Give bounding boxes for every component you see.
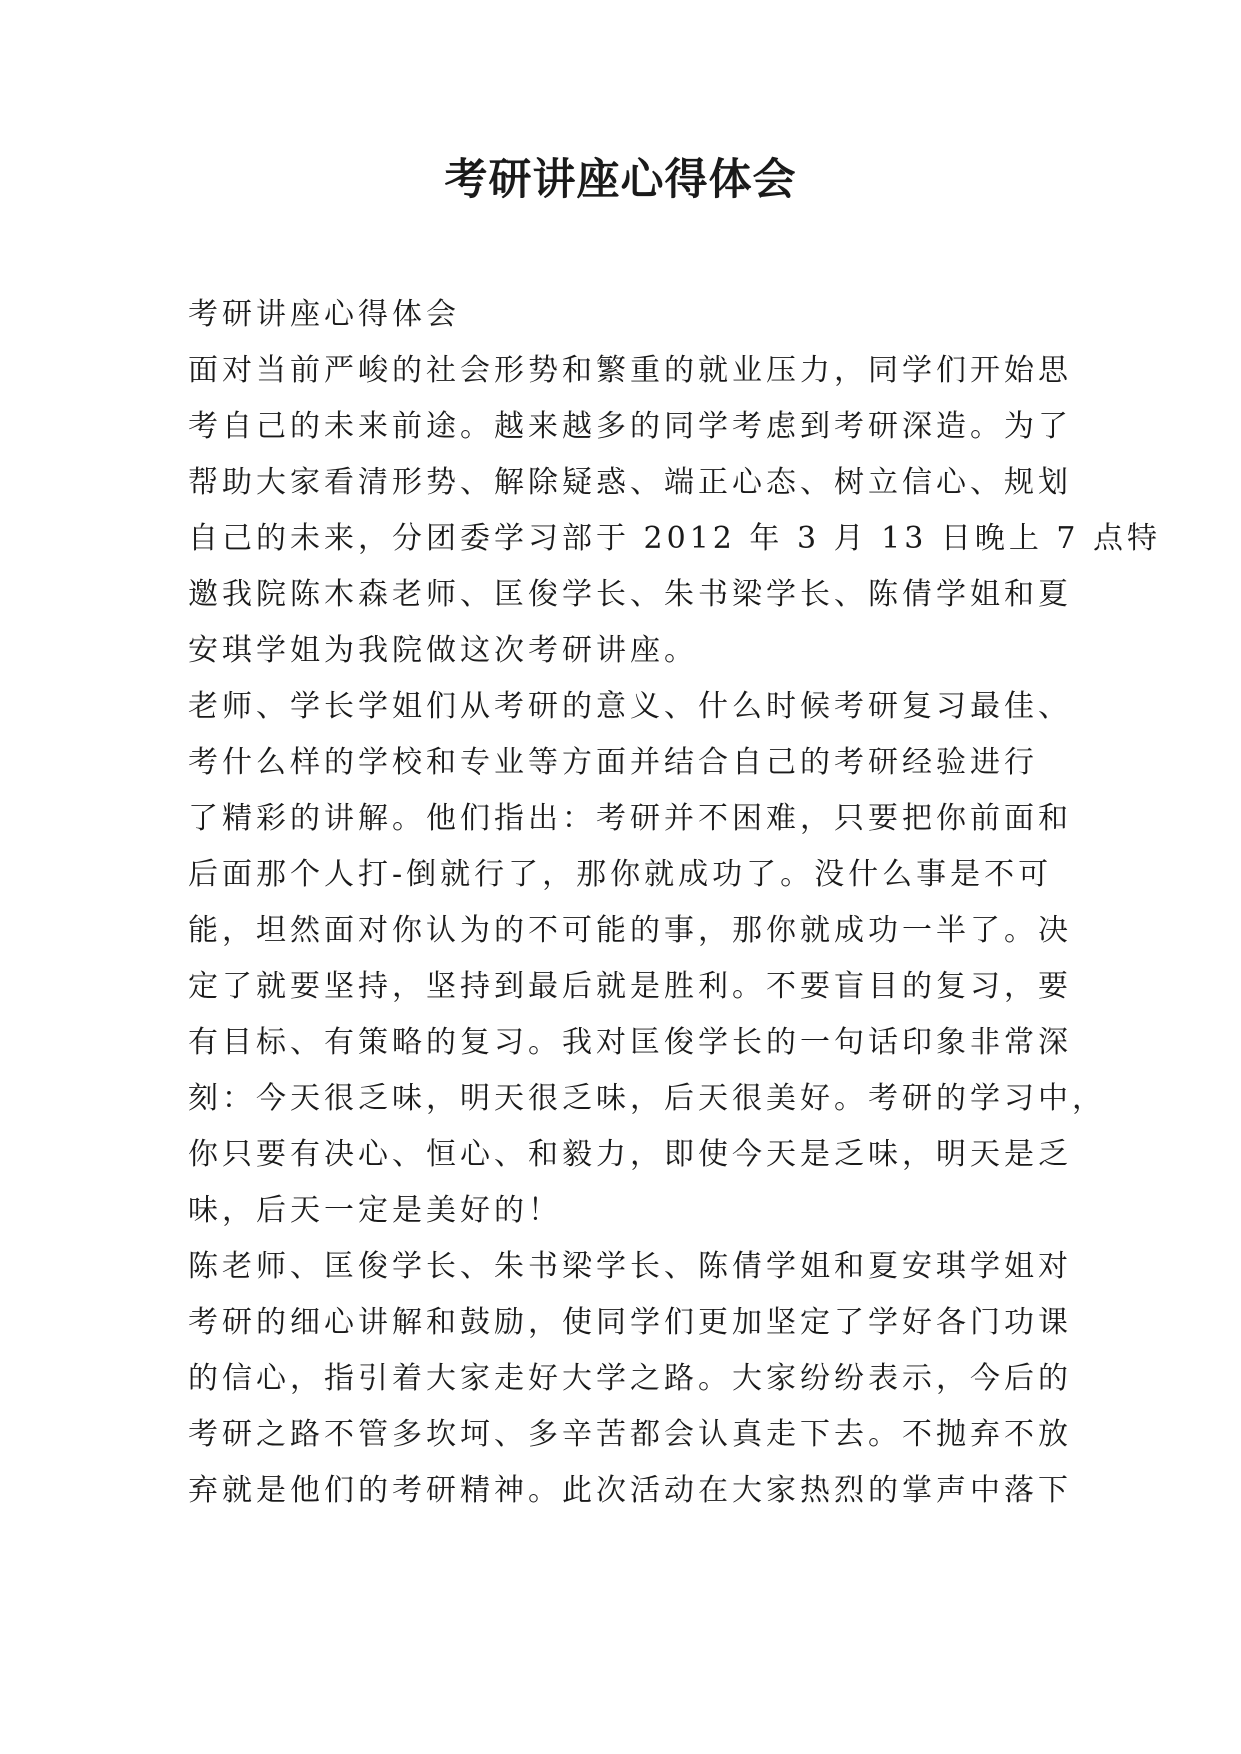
body-line: 陈老师、匡俊学长、朱书梁学长、陈倩学姐和夏安琪学姐对 xyxy=(188,1249,1072,1284)
body-line: 有目标、有策略的复习。我对匡俊学长的一句话印象非常深 xyxy=(188,1025,1072,1060)
body-line: 考研之路不管多坎坷、多辛苦都会认真走下去。不抛弃不放 xyxy=(188,1417,1072,1452)
body-line: 安琪学姐为我院做这次考研讲座。 xyxy=(188,633,698,668)
body-line: 弃就是他们的考研精神。此次活动在大家热烈的掌声中落下 xyxy=(188,1473,1072,1508)
body-line: 刻：今天很乏味，明天很乏味，后天很美好。考研的学习中， xyxy=(188,1081,1106,1116)
body-line: 老师、学长学姐们从考研的意义、什么时候考研复习最佳、 xyxy=(188,689,1072,724)
body-line: 你只要有决心、恒心、和毅力，即使今天是乏味，明天是乏 xyxy=(188,1137,1072,1172)
body-line: 考研的细心讲解和鼓励，使同学们更加坚定了学好各门功课 xyxy=(188,1305,1072,1340)
body-line: 考自己的未来前途。越来越多的同学考虑到考研深造。为了 xyxy=(188,409,1072,444)
body-line: 考什么样的学校和专业等方面并结合自己的考研经验进行 xyxy=(188,745,1038,780)
body-line: 味，后天一定是美好的！ xyxy=(188,1193,562,1228)
body-line: 面对当前严峻的社会形势和繁重的就业压力，同学们开始思 xyxy=(188,353,1072,388)
body-line: 能，坦然面对你认为的不可能的事，那你就成功一半了。决 xyxy=(188,913,1072,948)
body-line: 后面那个人打-倒就行了，那你就成功了。没什么事是不可 xyxy=(188,857,1053,892)
document-title: 考研讲座心得体会 xyxy=(444,155,797,205)
body-line: 帮助大家看清形势、解除疑惑、端正心态、树立信心、规划 xyxy=(188,465,1072,500)
body-line: 定了就要坚持，坚持到最后就是胜利。不要盲目的复习，要 xyxy=(188,969,1072,1004)
document-body xyxy=(188,287,1161,1519)
body-line: 自己的未来，分团委学习部于 2012 年 3 月 13 日晚上 7 点特 xyxy=(188,521,1161,556)
body-line: 的信心，指引着大家走好大学之路。大家纷纷表示，今后的 xyxy=(188,1361,1072,1396)
body-line: 邀我院陈木森老师、匡俊学长、朱书梁学长、陈倩学姐和夏 xyxy=(188,577,1072,612)
body-line: 了精彩的讲解。他们指出：考研并不困难，只要把你前面和 xyxy=(188,801,1072,836)
body-line-subtitle: 考研讲座心得体会 xyxy=(188,297,460,332)
